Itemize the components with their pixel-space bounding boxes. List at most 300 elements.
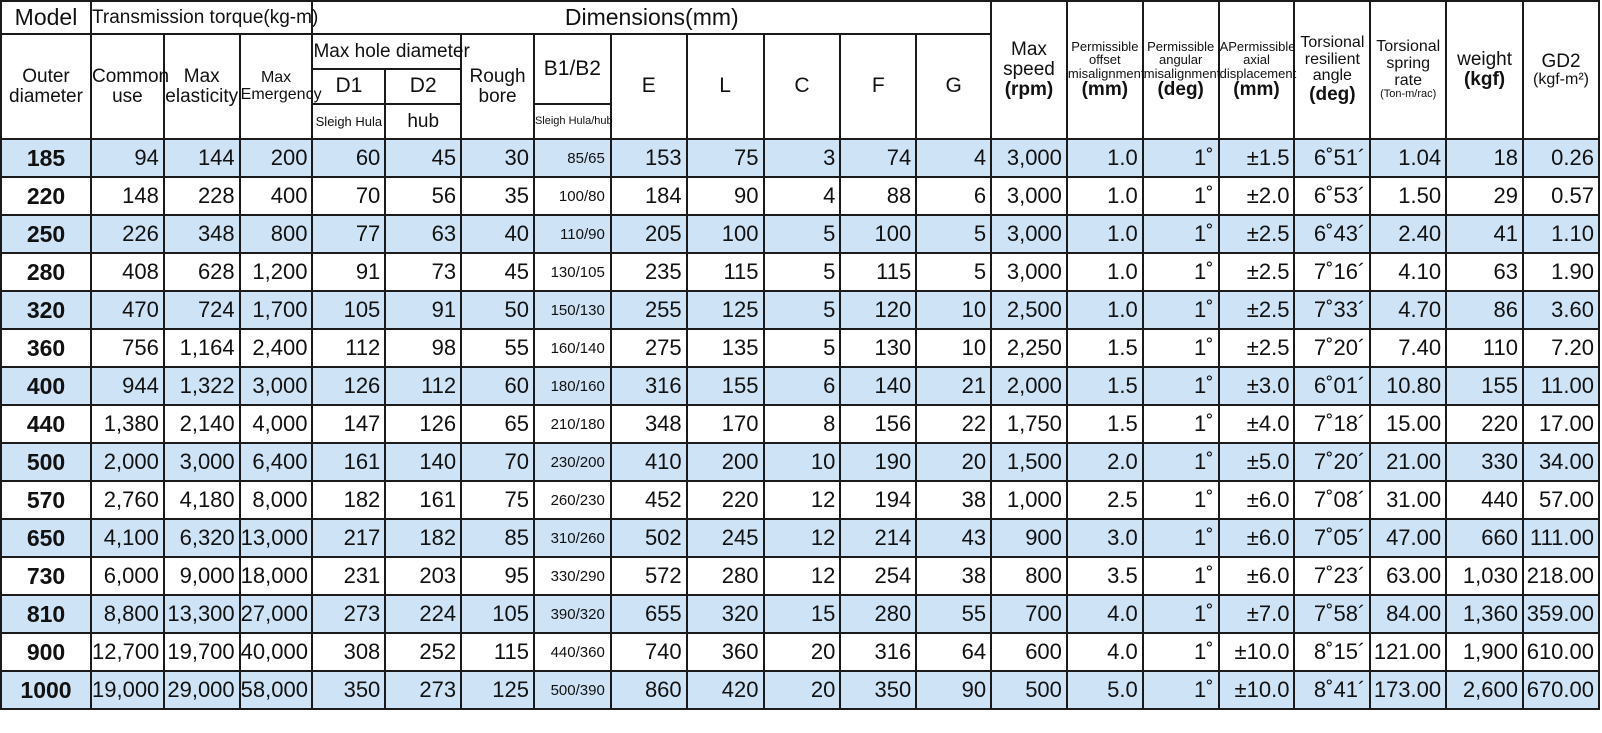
header-angular-unit: (deg) (1157, 79, 1204, 101)
cell-gd2: 34.00 (1523, 443, 1599, 481)
cell-common-use: 944 (91, 367, 164, 405)
cell-offset-misalignment: 1.0 (1067, 215, 1143, 253)
header-b1b2: B1/B2 (534, 34, 611, 104)
cell-f: 214 (840, 519, 916, 557)
cell-f: 140 (840, 367, 916, 405)
cell-c: 5 (764, 253, 841, 291)
cell-d2: 273 (385, 671, 461, 709)
cell-g: 5 (916, 215, 991, 253)
cell-e: 502 (611, 519, 687, 557)
header-gd2-unit: (kgf-m²) (1533, 70, 1589, 88)
cell-b1b2: 310/260 (534, 519, 611, 557)
cell-d2: 182 (385, 519, 461, 557)
cell-max-elasticity: 13,300 (164, 595, 240, 633)
cell-f: 254 (840, 557, 916, 595)
cell-d1: 273 (312, 595, 385, 633)
cell-weight: 330 (1446, 443, 1523, 481)
cell-angular-misalignment: 1˚ (1143, 557, 1219, 595)
header-dimensions: Dimensions(mm) (312, 1, 991, 34)
cell-b1b2: 390/320 (534, 595, 611, 633)
cell-g: 10 (916, 329, 991, 367)
cell-model: 250 (1, 215, 91, 253)
header-outer-line2: diameter (9, 85, 83, 107)
cell-max-speed: 3,000 (991, 253, 1067, 291)
header-elasticity-line1: Max (183, 65, 220, 87)
cell-gd2: 111.00 (1523, 519, 1599, 557)
cell-g: 55 (916, 595, 991, 633)
cell-offset-misalignment: 1.0 (1067, 291, 1143, 329)
header-angular-line2: angular (1158, 52, 1203, 68)
cell-max-emergency: 4,000 (240, 405, 313, 443)
cell-max-speed: 3,000 (991, 139, 1067, 177)
cell-max-elasticity: 228 (164, 177, 240, 215)
header-emergency-line2: Emergency (240, 85, 322, 103)
cell-offset-misalignment: 1.5 (1067, 367, 1143, 405)
cell-angular-misalignment: 1˚ (1143, 481, 1219, 519)
header-offset-line1: Permissible (1071, 38, 1139, 54)
header-angular-line1: Permissible (1147, 38, 1215, 54)
cell-model: 900 (1, 633, 91, 671)
header-d2-sub: hub (385, 104, 461, 139)
cell-max-emergency: 1,200 (240, 253, 313, 291)
cell-max-emergency: 1,700 (240, 291, 313, 329)
cell-rough-bore: 125 (461, 671, 534, 709)
cell-weight: 63 (1446, 253, 1523, 291)
header-offset-line3: misalignment (1067, 65, 1145, 81)
cell-c: 12 (764, 481, 841, 519)
cell-common-use: 4,100 (91, 519, 164, 557)
cell-rough-bore: 65 (461, 405, 534, 443)
cell-e: 452 (611, 481, 687, 519)
cell-rough-bore: 30 (461, 139, 534, 177)
cell-max-emergency: 6,400 (240, 443, 313, 481)
cell-weight: 86 (1446, 291, 1523, 329)
cell-d1: 126 (312, 367, 385, 405)
cell-angular-misalignment: 1˚ (1143, 253, 1219, 291)
cell-offset-misalignment: 1.5 (1067, 329, 1143, 367)
cell-d2: 203 (385, 557, 461, 595)
cell-max-elasticity: 3,000 (164, 443, 240, 481)
cell-d2: 91 (385, 291, 461, 329)
cell-d2: 140 (385, 443, 461, 481)
cell-e: 572 (611, 557, 687, 595)
cell-axial-displacement: ±6.0 (1219, 519, 1295, 557)
header-max-hole-diameter: Max hole diameter (312, 34, 461, 69)
cell-f: 100 (840, 215, 916, 253)
cell-torsional-angle: 7˚20´ (1294, 443, 1370, 481)
cell-offset-misalignment: 1.0 (1067, 177, 1143, 215)
cell-g: 64 (916, 633, 991, 671)
header-angular-line3: misalignment (1143, 65, 1221, 81)
cell-max-speed: 2,250 (991, 329, 1067, 367)
cell-f: 350 (840, 671, 916, 709)
cell-torsional-spring-rate: 31.00 (1370, 481, 1446, 519)
cell-e: 275 (611, 329, 687, 367)
cell-g: 10 (916, 291, 991, 329)
header-max-speed-line1: Max (1011, 39, 1047, 61)
cell-weight: 1,030 (1446, 557, 1523, 595)
cell-weight: 220 (1446, 405, 1523, 443)
cell-b1b2: 260/230 (534, 481, 611, 519)
cell-axial-displacement: ±3.0 (1219, 367, 1295, 405)
table-header (1, 1, 1599, 139)
cell-angular-misalignment: 1˚ (1143, 633, 1219, 671)
cell-e: 255 (611, 291, 687, 329)
cell-axial-displacement: ±2.5 (1219, 215, 1295, 253)
table-row (1, 443, 1599, 481)
cell-d2: 63 (385, 215, 461, 253)
cell-g: 43 (916, 519, 991, 557)
header-elasticity-line2: elasticity (165, 85, 239, 107)
cell-axial-displacement: ±2.5 (1219, 291, 1295, 329)
cell-torsional-spring-rate: 7.40 (1370, 329, 1446, 367)
cell-c: 20 (764, 671, 841, 709)
cell-d1: 147 (312, 405, 385, 443)
cell-d2: 98 (385, 329, 461, 367)
cell-c: 12 (764, 519, 841, 557)
cell-d2: 126 (385, 405, 461, 443)
cell-torsional-angle: 8˚15´ (1294, 633, 1370, 671)
cell-torsional-spring-rate: 15.00 (1370, 405, 1446, 443)
cell-torsional-spring-rate: 63.00 (1370, 557, 1446, 595)
cell-max-speed: 2,500 (991, 291, 1067, 329)
cell-f: 88 (840, 177, 916, 215)
header-d2: D2 (385, 69, 461, 104)
cell-axial-displacement: ±10.0 (1219, 633, 1295, 671)
cell-angular-misalignment: 1˚ (1143, 139, 1219, 177)
cell-weight: 29 (1446, 177, 1523, 215)
cell-torsional-angle: 6˚53´ (1294, 177, 1370, 215)
header-weight (1446, 1, 1523, 139)
cell-b1b2: 230/200 (534, 443, 611, 481)
header-spring-rate-line2: spring (1386, 54, 1430, 72)
table-body (1, 139, 1599, 709)
cell-e: 860 (611, 671, 687, 709)
cell-rough-bore: 85 (461, 519, 534, 557)
cell-b1b2: 85/65 (534, 139, 611, 177)
header-angular-misalignment (1143, 1, 1219, 139)
cell-gd2: 1.90 (1523, 253, 1599, 291)
cell-max-emergency: 27,000 (240, 595, 313, 633)
cell-angular-misalignment: 1˚ (1143, 329, 1219, 367)
cell-max-speed: 500 (991, 671, 1067, 709)
cell-max-elasticity: 1,164 (164, 329, 240, 367)
cell-f: 156 (840, 405, 916, 443)
cell-gd2: 3.60 (1523, 291, 1599, 329)
header-offset-misalignment (1067, 1, 1143, 139)
cell-offset-misalignment: 2.0 (1067, 443, 1143, 481)
cell-common-use: 2,760 (91, 481, 164, 519)
cell-angular-misalignment: 1˚ (1143, 367, 1219, 405)
cell-l: 135 (687, 329, 764, 367)
header-spring-rate-line1: Torsional (1376, 38, 1441, 56)
cell-angular-misalignment: 1˚ (1143, 595, 1219, 633)
cell-model: 280 (1, 253, 91, 291)
cell-e: 316 (611, 367, 687, 405)
cell-c: 5 (764, 215, 841, 253)
cell-angular-misalignment: 1˚ (1143, 177, 1219, 215)
cell-torsional-angle: 7˚58´ (1294, 595, 1370, 633)
cell-l: 125 (687, 291, 764, 329)
cell-common-use: 408 (91, 253, 164, 291)
cell-l: 100 (687, 215, 764, 253)
header-common-line2: use (112, 85, 143, 107)
cell-weight: 2,600 (1446, 671, 1523, 709)
cell-axial-displacement: ±2.0 (1219, 177, 1295, 215)
cell-max-emergency: 40,000 (240, 633, 313, 671)
cell-torsional-spring-rate: 84.00 (1370, 595, 1446, 633)
cell-offset-misalignment: 1.5 (1067, 405, 1143, 443)
header-axial-line3: displacement (1219, 65, 1297, 81)
table-row (1, 671, 1599, 709)
cell-e: 184 (611, 177, 687, 215)
cell-model: 185 (1, 139, 91, 177)
header-max-elasticity (164, 34, 240, 139)
cell-d1: 77 (312, 215, 385, 253)
cell-l: 90 (687, 177, 764, 215)
cell-torsional-spring-rate: 10.80 (1370, 367, 1446, 405)
cell-b1b2: 150/130 (534, 291, 611, 329)
header-axial-displacement (1219, 1, 1295, 139)
cell-d2: 161 (385, 481, 461, 519)
cell-torsional-spring-rate: 4.70 (1370, 291, 1446, 329)
header-max-speed-unit: (rpm) (1004, 78, 1054, 100)
cell-max-elasticity: 9,000 (164, 557, 240, 595)
header-gd2-line1: GD2 (1541, 50, 1581, 72)
table-row (1, 215, 1599, 253)
cell-max-speed: 1,500 (991, 443, 1067, 481)
cell-d1: 91 (312, 253, 385, 291)
cell-d2: 73 (385, 253, 461, 291)
header-spring-rate-unit: (Ton-m/rac) (1380, 88, 1437, 101)
cell-max-speed: 900 (991, 519, 1067, 557)
cell-rough-bore: 60 (461, 367, 534, 405)
cell-model: 440 (1, 405, 91, 443)
cell-max-elasticity: 6,320 (164, 519, 240, 557)
cell-common-use: 756 (91, 329, 164, 367)
cell-f: 194 (840, 481, 916, 519)
cell-d1: 105 (312, 291, 385, 329)
cell-f: 115 (840, 253, 916, 291)
cell-d1: 350 (312, 671, 385, 709)
cell-max-elasticity: 1,322 (164, 367, 240, 405)
cell-c: 8 (764, 405, 841, 443)
cell-b1b2: 210/180 (534, 405, 611, 443)
cell-max-speed: 2,000 (991, 367, 1067, 405)
cell-l: 155 (687, 367, 764, 405)
cell-f: 316 (840, 633, 916, 671)
cell-e: 410 (611, 443, 687, 481)
cell-max-emergency: 13,000 (240, 519, 313, 557)
header-weight-unit: (kgf) (1463, 69, 1506, 90)
cell-c: 10 (764, 443, 841, 481)
cell-e: 235 (611, 253, 687, 291)
table-row (1, 367, 1599, 405)
cell-axial-displacement: ±2.5 (1219, 253, 1295, 291)
cell-torsional-spring-rate: 4.10 (1370, 253, 1446, 291)
header-rough-line2: bore (478, 85, 517, 107)
cell-axial-displacement: ±7.0 (1219, 595, 1295, 633)
cell-d1: 308 (312, 633, 385, 671)
cell-max-elasticity: 348 (164, 215, 240, 253)
cell-g: 6 (916, 177, 991, 215)
header-torsional-angle (1294, 1, 1370, 139)
cell-weight: 1,900 (1446, 633, 1523, 671)
cell-g: 90 (916, 671, 991, 709)
cell-common-use: 148 (91, 177, 164, 215)
cell-rough-bore: 95 (461, 557, 534, 595)
cell-max-elasticity: 2,140 (164, 405, 240, 443)
cell-max-emergency: 2,400 (240, 329, 313, 367)
cell-max-speed: 800 (991, 557, 1067, 595)
table-row (1, 595, 1599, 633)
header-offset-line2: offset (1089, 52, 1121, 68)
cell-e: 205 (611, 215, 687, 253)
cell-torsional-spring-rate: 47.00 (1370, 519, 1446, 557)
header-torsional-spring-rate (1370, 1, 1446, 139)
header-b1b2-sub: Sleigh Hula/hub (534, 104, 611, 139)
cell-rough-bore: 55 (461, 329, 534, 367)
cell-torsional-angle: 6˚51´ (1294, 139, 1370, 177)
cell-g: 38 (916, 557, 991, 595)
cell-torsional-spring-rate: 21.00 (1370, 443, 1446, 481)
cell-model: 400 (1, 367, 91, 405)
cell-offset-misalignment: 1.0 (1067, 139, 1143, 177)
cell-rough-bore: 115 (461, 633, 534, 671)
cell-d1: 231 (312, 557, 385, 595)
cell-rough-bore: 35 (461, 177, 534, 215)
cell-model: 570 (1, 481, 91, 519)
cell-torsional-spring-rate: 121.00 (1370, 633, 1446, 671)
cell-l: 220 (687, 481, 764, 519)
cell-g: 38 (916, 481, 991, 519)
header-torsional-angle-line3: angle (1312, 67, 1352, 85)
cell-angular-misalignment: 1˚ (1143, 443, 1219, 481)
cell-axial-displacement: ±5.0 (1219, 443, 1295, 481)
cell-axial-displacement: ±6.0 (1219, 481, 1295, 519)
cell-gd2: 359.00 (1523, 595, 1599, 633)
cell-gd2: 57.00 (1523, 481, 1599, 519)
cell-d1: 161 (312, 443, 385, 481)
cell-torsional-angle: 7˚18´ (1294, 405, 1370, 443)
header-outer-line1: Outer (22, 65, 70, 87)
cell-max-emergency: 18,000 (240, 557, 313, 595)
cell-c: 12 (764, 557, 841, 595)
table-row (1, 291, 1599, 329)
cell-rough-bore: 40 (461, 215, 534, 253)
cell-model: 360 (1, 329, 91, 367)
cell-axial-displacement: ±1.5 (1219, 139, 1295, 177)
cell-gd2: 17.00 (1523, 405, 1599, 443)
cell-offset-misalignment: 4.0 (1067, 595, 1143, 633)
header-outer-diameter (1, 34, 91, 139)
cell-f: 120 (840, 291, 916, 329)
header-weight-line1: weight (1457, 49, 1513, 71)
header-c: C (764, 34, 841, 139)
cell-b1b2: 100/80 (534, 177, 611, 215)
cell-f: 190 (840, 443, 916, 481)
cell-b1b2: 130/105 (534, 253, 611, 291)
cell-c: 3 (764, 139, 841, 177)
cell-angular-misalignment: 1˚ (1143, 519, 1219, 557)
cell-rough-bore: 50 (461, 291, 534, 329)
header-gd2 (1523, 1, 1599, 139)
cell-torsional-angle: 6˚01´ (1294, 367, 1370, 405)
header-torsional-angle-unit: (deg) (1309, 84, 1356, 106)
cell-torsional-angle: 7˚33´ (1294, 291, 1370, 329)
cell-l: 420 (687, 671, 764, 709)
cell-axial-displacement: ±2.5 (1219, 329, 1295, 367)
cell-max-speed: 1,750 (991, 405, 1067, 443)
cell-c: 6 (764, 367, 841, 405)
cell-weight: 18 (1446, 139, 1523, 177)
table-row (1, 633, 1599, 671)
cell-d1: 112 (312, 329, 385, 367)
cell-torsional-angle: 7˚16´ (1294, 253, 1370, 291)
cell-common-use: 12,700 (91, 633, 164, 671)
cell-max-elasticity: 29,000 (164, 671, 240, 709)
cell-max-emergency: 3,000 (240, 367, 313, 405)
cell-angular-misalignment: 1˚ (1143, 291, 1219, 329)
cell-d1: 182 (312, 481, 385, 519)
cell-common-use: 19,000 (91, 671, 164, 709)
header-f: F (840, 34, 916, 139)
cell-offset-misalignment: 3.0 (1067, 519, 1143, 557)
cell-l: 75 (687, 139, 764, 177)
cell-offset-misalignment: 5.0 (1067, 671, 1143, 709)
cell-gd2: 670.00 (1523, 671, 1599, 709)
cell-d1: 70 (312, 177, 385, 215)
cell-g: 22 (916, 405, 991, 443)
header-transmission-torque: Transmission torque(kg-m) (91, 1, 312, 34)
cell-offset-misalignment: 4.0 (1067, 633, 1143, 671)
cell-torsional-angle: 7˚05´ (1294, 519, 1370, 557)
cell-torsional-spring-rate: 1.04 (1370, 139, 1446, 177)
cell-common-use: 1,380 (91, 405, 164, 443)
cell-l: 170 (687, 405, 764, 443)
cell-l: 200 (687, 443, 764, 481)
cell-torsional-angle: 6˚43´ (1294, 215, 1370, 253)
cell-axial-displacement: ±4.0 (1219, 405, 1295, 443)
cell-f: 74 (840, 139, 916, 177)
cell-c: 5 (764, 329, 841, 367)
cell-e: 655 (611, 595, 687, 633)
cell-c: 15 (764, 595, 841, 633)
cell-max-elasticity: 724 (164, 291, 240, 329)
cell-f: 280 (840, 595, 916, 633)
cell-b1b2: 440/360 (534, 633, 611, 671)
cell-max-emergency: 200 (240, 139, 313, 177)
cell-model: 320 (1, 291, 91, 329)
cell-common-use: 8,800 (91, 595, 164, 633)
cell-torsional-spring-rate: 173.00 (1370, 671, 1446, 709)
cell-f: 130 (840, 329, 916, 367)
cell-model: 500 (1, 443, 91, 481)
cell-max-emergency: 800 (240, 215, 313, 253)
cell-weight: 110 (1446, 329, 1523, 367)
header-emergency-line1: Max (260, 68, 292, 86)
cell-torsional-angle: 7˚20´ (1294, 329, 1370, 367)
cell-common-use: 226 (91, 215, 164, 253)
cell-angular-misalignment: 1˚ (1143, 671, 1219, 709)
cell-d1: 60 (312, 139, 385, 177)
cell-torsional-angle: 8˚41´ (1294, 671, 1370, 709)
cell-gd2: 7.20 (1523, 329, 1599, 367)
cell-torsional-angle: 7˚08´ (1294, 481, 1370, 519)
table-row (1, 177, 1599, 215)
table-row (1, 519, 1599, 557)
cell-common-use: 94 (91, 139, 164, 177)
